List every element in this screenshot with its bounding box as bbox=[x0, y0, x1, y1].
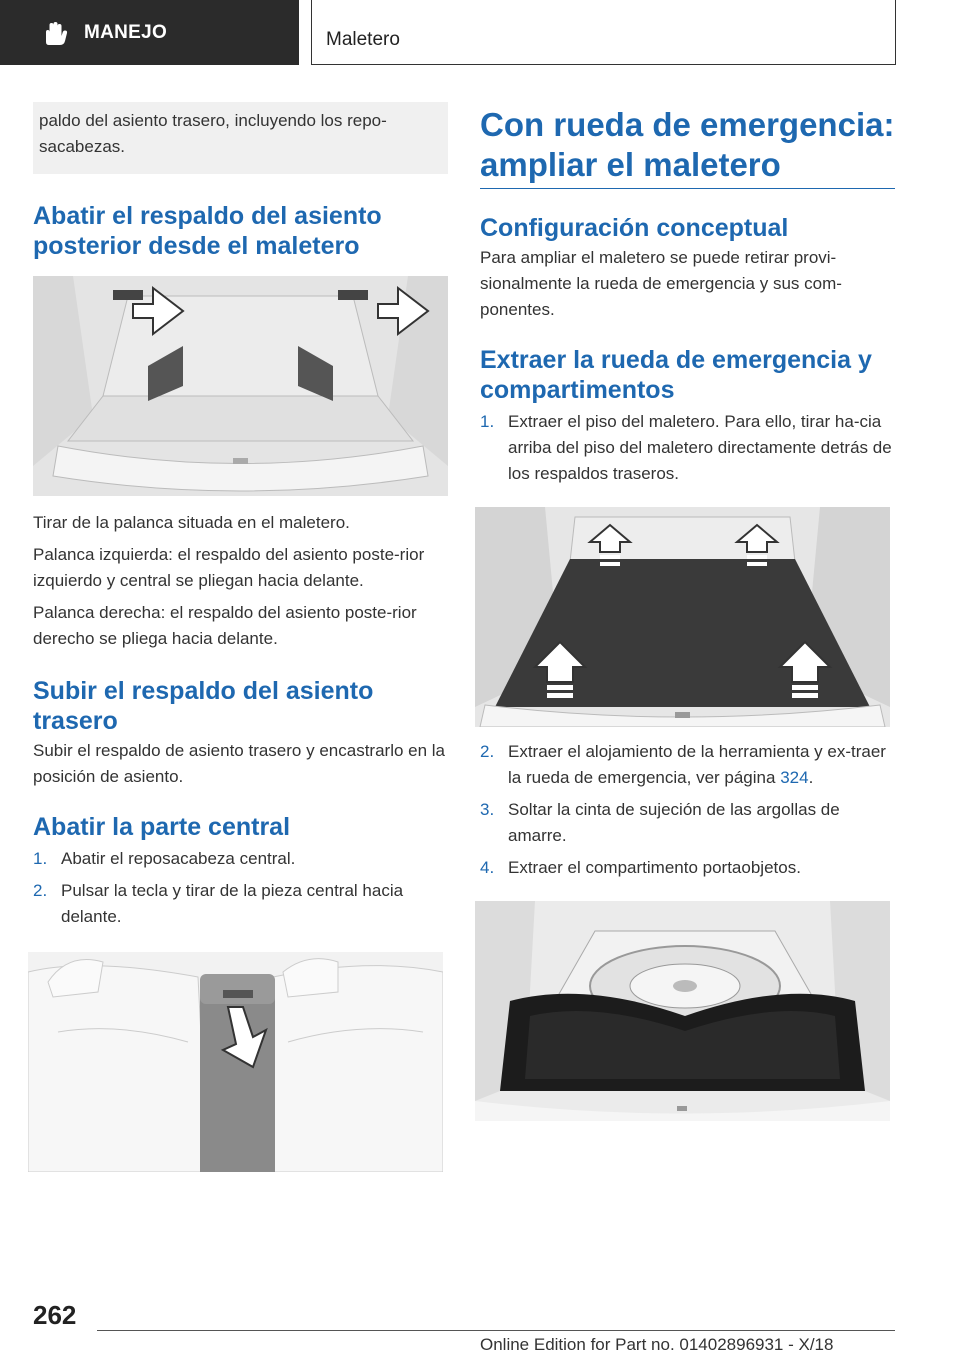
steps-remove-1 bbox=[480, 409, 895, 487]
heading-concept: Configuración conceptual bbox=[480, 214, 789, 242]
note-box bbox=[33, 102, 448, 174]
title-rule bbox=[480, 188, 895, 189]
step-text-part: Extraer el alojamiento de la herramienta y ex-traer la rueda de emergencia, ver página bbox=[508, 742, 886, 787]
step-text: Extraer el piso del maletero. Para ello, tirar ha-cia arriba del piso del maletero directamente detrás de los respaldos traseros. bbox=[508, 412, 892, 483]
page-number: 262 bbox=[33, 1300, 77, 1330]
edition-text: Online Edition for Part no. 01402896931 - X/18 bbox=[480, 1335, 834, 1354]
heading-fold-center: Abatir la parte central bbox=[33, 813, 291, 841]
steering-wheel-hand-icon bbox=[40, 18, 70, 48]
step-number: 2. bbox=[480, 742, 495, 761]
step-number: 2. bbox=[33, 881, 48, 900]
figure-trunk-floor bbox=[475, 507, 890, 727]
step-text-end: . bbox=[808, 768, 814, 787]
step-number: 1. bbox=[33, 849, 48, 868]
list-item bbox=[480, 409, 895, 487]
page-link[interactable]: 324 bbox=[780, 768, 809, 787]
figure-center-section bbox=[28, 952, 443, 1172]
step-number: 1. bbox=[480, 412, 495, 431]
step-text: Extraer el compartimento portaobjetos. bbox=[508, 858, 801, 877]
header-frame bbox=[311, 0, 896, 65]
list-item bbox=[33, 846, 448, 872]
para-left-lever: Palanca izquierda: el respaldo del asiento poste-rior izquierdo y central se pliegan hacia delante. bbox=[33, 545, 425, 590]
section-tab-label: MANEJO bbox=[84, 21, 168, 43]
steps-fold-center bbox=[33, 846, 448, 930]
para-concept: Para ampliar el maletero se puede retirar provi-sionalmente la rueda de emergencia y sus com-ponentes. bbox=[480, 248, 842, 319]
note-text: paldo del asiento trasero, incluyendo los repo-sacabezas. bbox=[39, 111, 387, 156]
figure-spare-wheel bbox=[475, 901, 890, 1121]
figure-trunk-levers bbox=[33, 276, 448, 496]
list-item bbox=[33, 878, 448, 930]
para-right-lever: Palanca derecha: el respaldo del asiento poste-rior derecho se pliega hacia delante. bbox=[33, 603, 417, 648]
step-text bbox=[508, 739, 895, 791]
list-item bbox=[480, 739, 895, 791]
step-text: Abatir el reposacabeza central. bbox=[61, 849, 296, 868]
para-raise-backrest: Subir el respaldo de asiento trasero y encastrarlo en la posición de asiento. bbox=[33, 741, 446, 786]
list-item bbox=[480, 797, 895, 849]
left-column bbox=[33, 102, 448, 1172]
heading-remove-spare: Extraer la rueda de emergencia y compartimentos bbox=[480, 346, 872, 404]
step-text: Soltar la cinta de sujeción de las argollas de amarre. bbox=[508, 800, 840, 845]
para-pull-lever: Tirar de la palanca situada en el maletero. bbox=[33, 513, 350, 532]
step-number: 3. bbox=[480, 800, 495, 819]
right-column bbox=[480, 102, 895, 1121]
heading-raise-backrest: Subir el respaldo del asiento trasero bbox=[33, 677, 374, 735]
footer-rule bbox=[97, 1330, 895, 1331]
page-title: Maletero bbox=[326, 29, 400, 50]
step-number: 4. bbox=[480, 858, 495, 877]
chapter-title: Con rueda de emergencia: ampliar el maletero bbox=[480, 106, 895, 183]
list-item bbox=[480, 855, 895, 881]
steps-remove-2 bbox=[480, 739, 895, 881]
heading-fold-from-trunk: Abatir el respaldo del asiento posterior desde el maletero bbox=[33, 202, 382, 260]
section-tab[interactable] bbox=[0, 0, 299, 65]
step-text: Pulsar la tecla y tirar de la pieza central hacia delante. bbox=[61, 881, 404, 926]
